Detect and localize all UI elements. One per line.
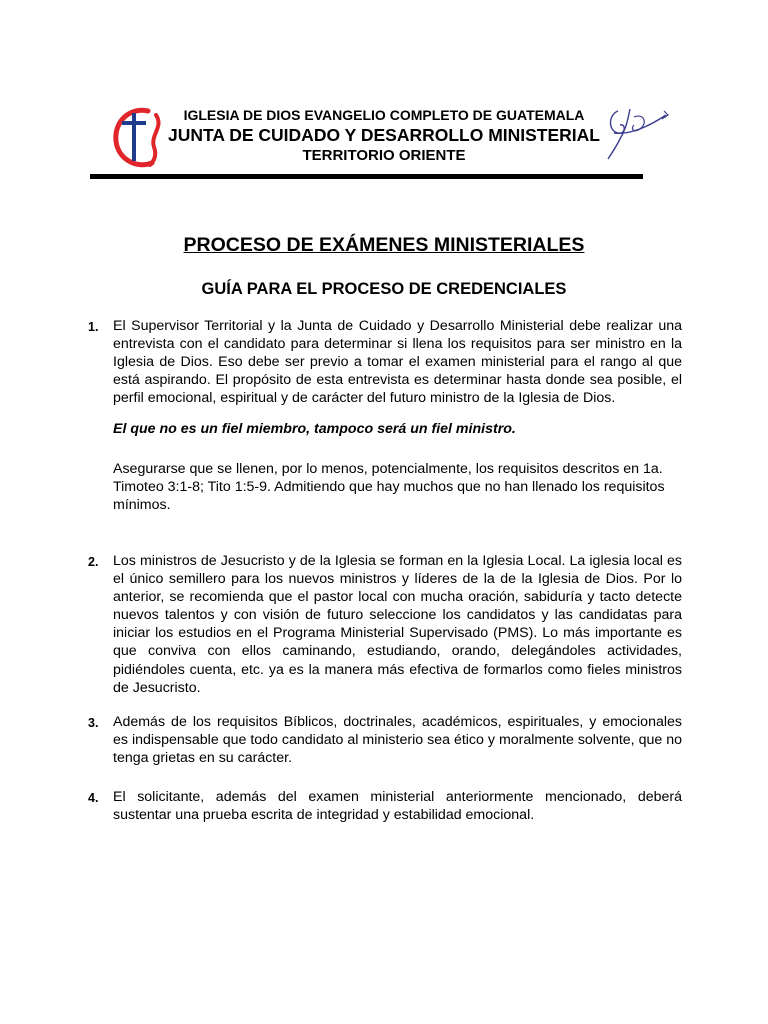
territory-name: TERRITORIO ORIENTE: [302, 147, 466, 164]
list-item: [88, 317, 682, 514]
board-name: JUNTA DE CUIDADO Y DESARROLLO MINISTERIAL: [167, 125, 600, 145]
list-item: [88, 713, 682, 767]
list-item: [88, 552, 682, 697]
item-number: 1.: [88, 320, 99, 334]
document-subtitle: GUÍA PARA EL PROCESO DE CREDENCIALES: [201, 280, 567, 298]
document-title: PROCESO DE EXÁMENES MINISTERIALES: [183, 234, 585, 256]
header-divider: [90, 174, 643, 179]
item-number: 2.: [88, 555, 99, 569]
item-followup: Asegurarse que se llenen, por lo menos, potencialmente, los requisitos descritos en 1a. Timoteo 3:1-8; Tito 1:5-9. Admitiendo que hay muchos que no han llenado los requisitos mínimos.: [113, 460, 665, 513]
item-text: El Supervisor Territorial y la Junta de Cuidado y Desarrollo Ministerial debe realizar una entrevista con el candidato para determinar si llena los requisitos para ser ministro en la Iglesia de Dios. Eso debe ser previo a tomar el examen ministerial para el rango al que está aspirando. El propósito de esta entrevista es determinar hasta donde sea posible, el perfil emocional, espiritual y de carácter del futuro ministro de la Iglesia de Dios.: [113, 318, 682, 407]
signature-emblem-icon: [604, 105, 674, 161]
letterhead: [160, 106, 608, 166]
item-number: 4.: [88, 791, 99, 805]
item-text: Los ministros de Jesucristo y de la Iglesia se forman en la Iglesia Local. La iglesia local es el único semillero para los nuevos ministros y líderes de la de la Iglesia de Dios. Por lo anterior, se recomienda que el pastor local con mucha oración, sabiduría y tacto detecte nuevos talentos y con visión de futuro seleccione los candidatos y las candidatas para iniciar los estudios en el Programa Ministerial Supervisado (PMS). Lo más importante es que conviva con ellos caminando, estudiando, orando, delegándoles actividades, pidiéndoles cuenta, etc. ya es la manera más efectiva de formarlos como fieles ministros de Jesucristo.: [113, 553, 682, 696]
organization-name: IGLESIA DE DIOS EVANGELIO COMPLETO DE GUATEMALA: [183, 107, 585, 123]
list-item: [88, 788, 682, 824]
item-quote: El que no es un fiel miembro, tampoco será un fiel ministro.: [113, 421, 516, 438]
item-text: Además de los requisitos Bíblicos, doctrinales, académicos, espirituales, y emocionales es indispensable que todo candidato al ministerio sea ético y moralmente solvente, que no tenga grietas en su carácter.: [113, 714, 682, 767]
item-number: 3.: [88, 716, 99, 730]
church-logo-icon: [110, 105, 164, 171]
item-text: El solicitante, además del examen ministerial anteriormente mencionado, deberá sustentar una prueba escrita de integridad y estabilidad emocional.: [113, 789, 682, 824]
